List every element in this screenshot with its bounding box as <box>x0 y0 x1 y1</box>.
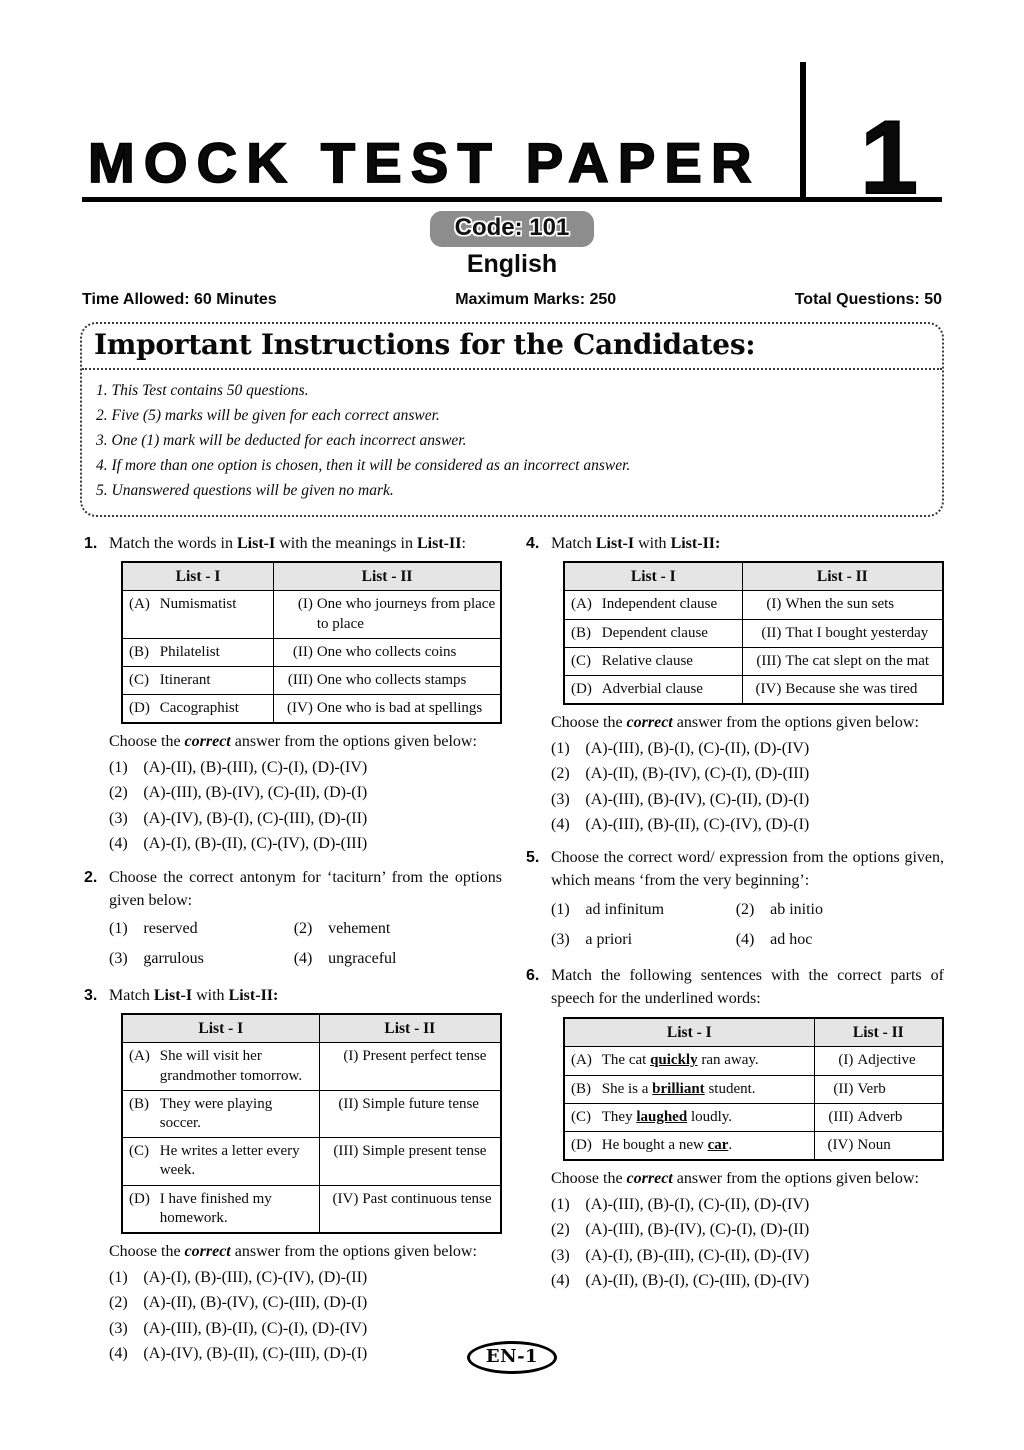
option-number: (3) <box>551 790 570 808</box>
table-header-cell: List - II <box>814 1018 943 1047</box>
cell-text: Because she was tired <box>785 680 918 697</box>
options-list <box>109 756 502 856</box>
cell-label: (C) <box>129 671 149 688</box>
instruction-item: 1. This Test contains 50 questions. <box>96 382 309 399</box>
question-text: Choose the correct word/ expression from the options given, which means ‘from the very beginning’: <box>551 849 944 890</box>
cell-text: Present perfect tense <box>362 1048 487 1065</box>
cell-text: That I bought yesterday <box>785 624 929 641</box>
cell-text: I have finished my homework. <box>159 1190 272 1226</box>
instructions-list <box>82 370 942 515</box>
option-row <box>109 832 502 855</box>
option-number: (3) <box>109 809 128 827</box>
table-row <box>122 1043 501 1090</box>
table-cell <box>814 1075 943 1103</box>
question-text: Match List-I with List-II: <box>551 534 721 552</box>
question-number: 5. <box>526 849 540 867</box>
option-row <box>551 1269 944 1292</box>
option-row <box>109 1291 502 1314</box>
option-number: (1) <box>551 739 570 757</box>
instruction-item: 3. One (1) mark will be deducted for each incorrect answer. <box>96 432 467 450</box>
cell-text: Adverb <box>857 1108 903 1125</box>
option-number: (2) <box>551 1221 570 1239</box>
cell-label: (IV) <box>287 700 313 717</box>
cell-label: (D) <box>571 1136 592 1153</box>
question-number: 6. <box>526 967 540 985</box>
table-cell <box>814 1047 943 1075</box>
cell-label: (I) <box>766 596 782 613</box>
table-cell <box>814 1131 943 1160</box>
cell-label: (I) <box>343 1048 359 1065</box>
cell-text: Verb <box>857 1080 886 1097</box>
question-block <box>526 964 944 1292</box>
choose-line: Choose the correct answer from the options given below: <box>551 714 919 732</box>
option-text: ad infinitum <box>585 900 665 918</box>
option-text: (A)-(III), (B)-(IV), (C)-(I), (D)-(II) <box>585 1221 810 1239</box>
table-cell <box>274 638 501 666</box>
table-cell <box>564 647 742 675</box>
table-cell <box>564 1131 814 1160</box>
instructions-box <box>80 322 944 517</box>
table-header-cell: List - I <box>564 1018 814 1047</box>
table-cell <box>122 695 274 724</box>
option-text: reserved <box>143 920 198 938</box>
table-row <box>564 1047 943 1075</box>
exam-meta-row <box>82 291 942 309</box>
cell-label: (I) <box>297 596 313 613</box>
cell-label: (B) <box>571 1080 591 1097</box>
option-text: vehement <box>328 920 391 938</box>
choose-line: Choose the correct answer from the options given below: <box>551 1170 919 1188</box>
table-cell <box>564 1103 814 1131</box>
table-row <box>122 1090 501 1137</box>
option-row <box>109 1266 502 1289</box>
cell-text: Adjective <box>857 1052 916 1069</box>
cell-text: One who collects coins <box>316 643 457 660</box>
table-cell <box>122 666 274 694</box>
cell-text: The cat slept on the mat <box>785 652 930 669</box>
questions-left-column <box>84 532 502 1376</box>
cell-text: Relative clause <box>601 652 693 669</box>
option-row <box>294 917 502 940</box>
option-text: (A)-(II), (B)-(IV), (C)-(I), (D)-(III) <box>585 765 810 783</box>
question-number: 4. <box>526 534 540 552</box>
table-header-cell: List - I <box>564 562 742 591</box>
cell-text: Noun <box>857 1136 891 1153</box>
subheader <box>0 211 1024 279</box>
match-table <box>563 561 944 706</box>
table-cell <box>564 1075 814 1103</box>
cell-label: (II) <box>761 624 782 641</box>
option-row <box>551 737 944 760</box>
page-footer <box>0 1341 1024 1374</box>
option-number: (4) <box>735 930 755 948</box>
cell-text: Independent clause <box>601 596 718 613</box>
option-row <box>551 928 736 951</box>
table-header-cell: List - II <box>742 562 943 591</box>
option-row <box>109 807 502 830</box>
option-text: garrulous <box>143 950 204 968</box>
table-row <box>122 591 501 638</box>
cell-text: Itinerant <box>159 671 211 688</box>
table-row <box>564 647 943 675</box>
table-cell <box>122 1090 319 1137</box>
table-cell <box>564 675 742 704</box>
subject-title: English <box>466 250 558 278</box>
cell-label: (C) <box>571 652 591 669</box>
question-text: Match the following sentences with the correct parts of speech for the underlined words: <box>551 967 944 1008</box>
table-cell <box>319 1185 501 1233</box>
cell-label: (C) <box>571 1108 591 1125</box>
table-cell <box>742 647 943 675</box>
cell-text: She will visit her grandmother tomorrow. <box>159 1048 303 1084</box>
option-text: (A)-(I), (B)-(II), (C)-(IV), (D)-(III) <box>143 835 368 853</box>
option-row <box>294 947 502 970</box>
total-questions: Total Questions: 50 <box>794 291 942 308</box>
cell-text: Simple present tense <box>362 1143 487 1160</box>
table-row <box>564 675 943 704</box>
option-number: (1) <box>109 1268 128 1286</box>
option-row <box>109 947 294 970</box>
options-list <box>551 1193 944 1293</box>
cell-text: He writes a letter every week. <box>159 1143 300 1179</box>
cell-text: Simple future tense <box>362 1095 479 1112</box>
table-cell <box>564 591 742 619</box>
option-number: (2) <box>109 1294 128 1312</box>
question-block <box>84 866 502 974</box>
cell-label: (IV) <box>827 1136 854 1153</box>
instruction-item: 2. Five (5) marks will be given for each correct answer. <box>96 407 440 425</box>
option-text: (A)-(III), (B)-(IV), (C)-(II), (D)-(I) <box>143 784 368 802</box>
table-cell <box>122 1138 319 1185</box>
header-divider-bar <box>800 62 806 197</box>
cell-label: (B) <box>571 624 591 641</box>
option-number: (3) <box>551 1246 570 1264</box>
cell-text: They laughed loudly. <box>601 1108 733 1125</box>
table-cell <box>122 591 274 638</box>
option-text: a priori <box>585 930 633 948</box>
cell-label: (III) <box>287 671 313 688</box>
table-cell <box>742 619 943 647</box>
option-number: (1) <box>551 900 570 918</box>
option-row <box>109 917 294 940</box>
option-row <box>551 1218 944 1241</box>
table-row <box>122 1138 501 1185</box>
cell-text: She is a brilliant student. <box>601 1080 756 1097</box>
choose-line: Choose the correct answer from the options given below: <box>109 733 477 751</box>
option-row <box>551 762 944 785</box>
cell-label: (IV) <box>755 680 782 697</box>
page-label-badge: EN-1 <box>467 1341 557 1374</box>
option-row <box>551 813 944 836</box>
instructions-title: Important Instructions for the Candidates: <box>82 324 942 370</box>
option-row <box>736 928 944 951</box>
table-cell <box>319 1043 501 1090</box>
table-cell <box>274 695 501 724</box>
table-row <box>122 695 501 724</box>
question-text: Match List-I with List-II: <box>109 986 279 1004</box>
question-block <box>84 532 502 856</box>
option-number: (2) <box>293 920 313 938</box>
cell-label: (B) <box>129 643 149 660</box>
table-cell <box>122 1185 319 1233</box>
cell-label: (A) <box>571 596 592 613</box>
cell-text: One who journeys from place to place <box>316 596 496 632</box>
table-header-cell: List - I <box>122 1014 319 1043</box>
cell-label: (III) <box>756 652 782 669</box>
paper-number: 1 <box>860 99 918 216</box>
option-text: ab initio <box>770 900 823 918</box>
match-table <box>121 561 502 725</box>
table-row <box>564 591 943 619</box>
cell-label: (D) <box>129 1190 150 1207</box>
option-text: (A)-(III), (B)-(IV), (C)-(II), (D)-(I) <box>585 790 810 808</box>
table-row <box>564 1103 943 1131</box>
question-number: 3. <box>84 986 98 1004</box>
questions-right-column <box>526 532 944 1376</box>
match-table <box>563 1017 944 1162</box>
question-number: 2. <box>84 868 98 886</box>
option-row <box>551 1193 944 1216</box>
instruction-item: 5. Unanswered questions will be given no mark. <box>96 482 394 500</box>
match-table <box>121 1013 502 1234</box>
cell-label: (D) <box>571 680 592 697</box>
option-text: (A)-(I), (B)-(III), (C)-(II), (D)-(IV) <box>585 1246 810 1264</box>
page-title: MOCK TEST PAPER <box>88 131 761 194</box>
cell-label: (I) <box>838 1052 854 1069</box>
cell-text: Philatelist <box>159 643 220 660</box>
table-header-row <box>122 562 501 591</box>
table-row <box>564 1131 943 1160</box>
table-row <box>122 638 501 666</box>
table-cell <box>319 1090 501 1137</box>
options-list <box>551 894 944 954</box>
code-badge: Code: 101 <box>430 211 595 247</box>
option-number: (3) <box>551 930 570 948</box>
option-text: (A)-(III), (B)-(II), (C)-(IV), (D)-(I) <box>585 816 810 834</box>
cell-text: He bought a new car. <box>601 1136 733 1153</box>
option-row <box>109 781 502 804</box>
option-row <box>109 1317 502 1340</box>
table-row <box>564 1075 943 1103</box>
option-text: (A)-(I), (B)-(III), (C)-(IV), (D)-(II) <box>143 1268 368 1286</box>
option-number: (1) <box>109 920 128 938</box>
cell-label: (D) <box>129 700 150 717</box>
table-row <box>122 1185 501 1233</box>
question-text: Match the words in List-I with the meanings in List-II: <box>109 534 466 552</box>
choose-line: Choose the correct answer from the options given below: <box>109 1242 477 1260</box>
option-row <box>551 898 736 921</box>
cell-label: (II) <box>338 1095 359 1112</box>
cell-label: (II) <box>833 1080 854 1097</box>
option-number: (4) <box>109 1345 128 1363</box>
table-header-cell: List - I <box>122 562 274 591</box>
table-row <box>122 666 501 694</box>
cell-text: They were playing soccer. <box>159 1095 273 1132</box>
option-number: (1) <box>109 758 128 776</box>
option-number: (3) <box>109 1319 128 1337</box>
cell-text: Numismatist <box>159 596 237 613</box>
questions-area <box>84 532 944 1376</box>
cell-label: (III) <box>333 1143 359 1160</box>
options-list <box>109 914 502 974</box>
instruction-item: 4. If more than one option is chosen, then it will be considered as an incorrect answer. <box>96 457 631 475</box>
table-cell <box>742 675 943 704</box>
option-row <box>551 1244 944 1267</box>
option-number: (4) <box>109 835 128 853</box>
question-number: 1. <box>84 534 98 552</box>
option-text: ungraceful <box>328 950 397 968</box>
cell-label: (III) <box>828 1108 854 1125</box>
question-block <box>84 984 502 1366</box>
cell-text: Adverbial clause <box>601 680 703 697</box>
option-number: (2) <box>109 784 128 802</box>
question-text: Choose the correct antonym for ‘taciturn’ from the options given below: <box>109 868 502 909</box>
table-cell <box>274 591 501 638</box>
option-row <box>551 788 944 811</box>
cell-label: (A) <box>129 1048 150 1065</box>
table-cell <box>742 591 943 619</box>
question-block <box>526 532 944 837</box>
cell-label: (B) <box>129 1095 149 1112</box>
table-cell <box>319 1138 501 1185</box>
option-text: (A)-(IV), (B)-(I), (C)-(III), (D)-(II) <box>143 809 368 827</box>
table-header-row <box>564 562 943 591</box>
cell-text: One who collects stamps <box>316 671 467 688</box>
option-number: (4) <box>551 1272 570 1290</box>
table-row <box>564 619 943 647</box>
option-row <box>109 756 502 779</box>
option-number: (4) <box>551 816 570 834</box>
table-header-cell: List - II <box>274 562 501 591</box>
option-row <box>736 898 944 921</box>
option-text: (A)-(III), (B)-(I), (C)-(II), (D)-(IV) <box>585 1195 810 1213</box>
option-number: (3) <box>109 950 128 968</box>
page-header <box>82 64 942 216</box>
table-cell <box>122 638 274 666</box>
option-text: (A)-(II), (B)-(I), (C)-(III), (D)-(IV) <box>585 1272 810 1290</box>
cell-text: The cat quickly ran away. <box>601 1052 759 1069</box>
cell-text: Past continuous tense <box>362 1190 492 1207</box>
table-cell <box>814 1103 943 1131</box>
maximum-marks: Maximum Marks: 250 <box>455 291 617 308</box>
option-text: (A)-(II), (B)-(IV), (C)-(III), (D)-(I) <box>143 1294 368 1312</box>
table-cell <box>564 619 742 647</box>
table-header-cell: List - II <box>319 1014 501 1043</box>
table-cell <box>122 1043 319 1090</box>
option-number: (2) <box>735 900 755 918</box>
cell-text: Dependent clause <box>601 624 708 641</box>
cell-label: (II) <box>292 643 313 660</box>
cell-label: (C) <box>129 1143 149 1160</box>
option-text: (A)-(II), (B)-(III), (C)-(I), (D)-(IV) <box>143 758 368 776</box>
option-text: (A)-(IV), (B)-(II), (C)-(III), (D)-(I) <box>143 1345 368 1363</box>
options-list <box>551 737 944 837</box>
cell-label: (IV) <box>332 1190 359 1207</box>
option-text: (A)-(III), (B)-(I), (C)-(II), (D)-(IV) <box>585 739 810 757</box>
table-cell <box>564 1047 814 1075</box>
option-text: (A)-(III), (B)-(II), (C)-(I), (D)-(IV) <box>143 1319 368 1337</box>
table-cell <box>274 666 501 694</box>
table-header-row <box>122 1014 501 1043</box>
table-header-row <box>564 1018 943 1047</box>
option-number: (2) <box>551 765 570 783</box>
time-allowed: Time Allowed: 60 Minutes <box>82 291 277 308</box>
question-block <box>526 846 944 954</box>
option-text: ad hoc <box>770 930 813 948</box>
cell-text: When the sun sets <box>785 596 895 613</box>
cell-label: (A) <box>129 596 150 613</box>
option-number: (1) <box>551 1195 570 1213</box>
option-number: (4) <box>293 950 313 968</box>
cell-text: One who is bad at spellings <box>316 700 483 717</box>
cell-text: Cacographist <box>159 700 239 717</box>
cell-label: (A) <box>571 1052 592 1069</box>
